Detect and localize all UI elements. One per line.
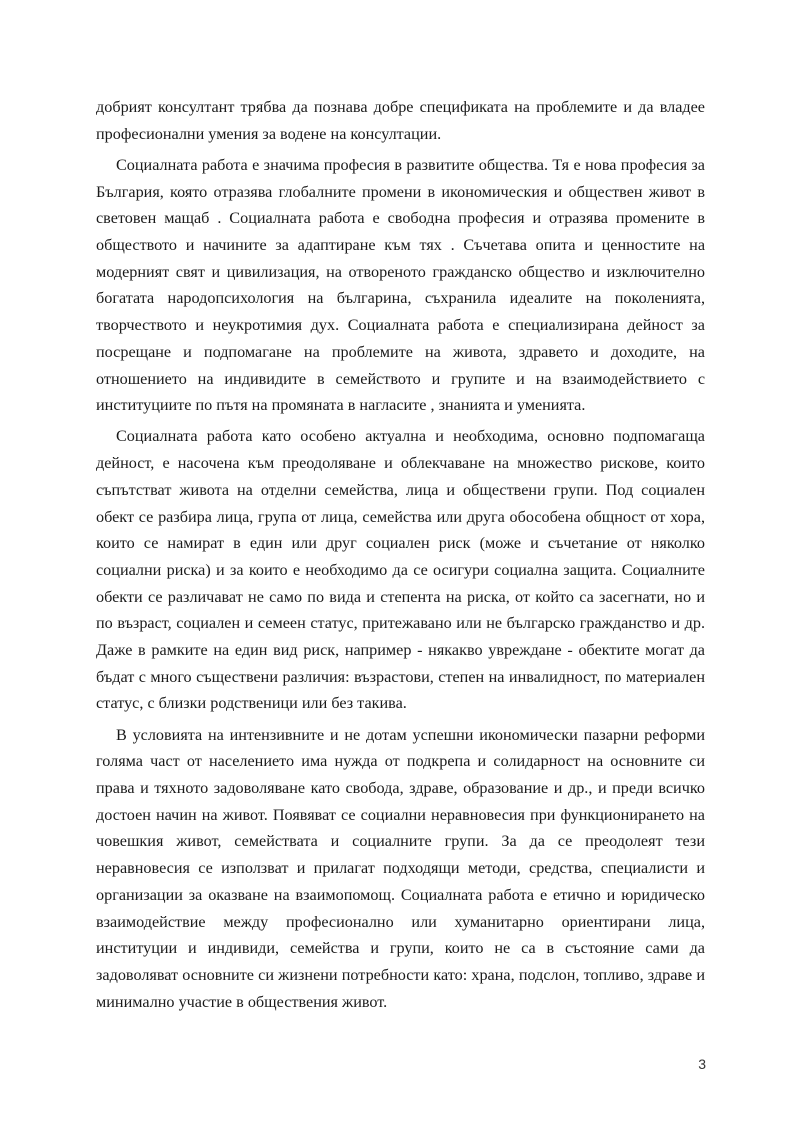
document-body [96, 94, 705, 1020]
paragraph-continuation: добрият консултант трябва да познава добре спецификата на проблемите и да владее професионални умения за водене на консултации. [96, 98, 705, 143]
page-number: 3 [698, 1056, 706, 1072]
paragraph-economic-reforms: В условията на интензивните и не дотам успешни икономически пазарни реформи голяма част от населението има нужда от подкрепа и солидарност на основните си права и тяхното задоволяване като свобода, здраве, образование и др., и преди всичко достоен начин на живот. Появяват се социални неравновесия при функционирането на човешкия живот, семействата и социалните групи. За да се преодолеят тези неравновесия се използват и прилагат подходящи методи, средства, специалисти и организации за оказване на взаимопомощ. Социалната работа е етично и юридическо взаимодействие между професионално или хуманитарно ориентирани лица, институции и индивиди, семейства и групи, които не са в състояние сами да задоволяват основните си жизнени потребности като: храна, подслон, топливо, здраве и минимално участие в обществения живот. [96, 725, 705, 1011]
paragraph-social-work-profession: Социалната работа е значима професия в развитите общества. Тя е нова професия за България, която отразява глобалните промени в икономическия и обществен живот в световен мащаб . Социалната работа е свободна професия и отразява промените в обществото и начините за адаптиране към тях . Съчетава опита и ценностите на модерният свят и цивилизация, на отвореното гражданско общество и изключително богатата народопсихология на българина, съхранила идеалите на поколенията, творчеството и неукротимия дух. Социалната работа е специализирана дейност за посрещане и подпомагане на проблемите на живота, здравето и доходите, на отношението на индивидите в семейството и групите и на взаимодействието с институциите по пътя на промяната в нагласите , знанията и уменията. [96, 155, 705, 415]
paragraph-social-risks: Социалната работа като особено актуална и необходима, основно подпомагаща дейност, е насочена към преодоляване и облекчаване на множество рискове, които съпътстват живота на отделни семейства, лица и обществени групи. Под социален обект се разбира лица, група от лица, семейства или друга обособена общност от хора, които се намират в един или друг социален риск (може и съчетание от няколко социални риска) и за които е необходимо да се осигури социална защита. Социалните обекти се различават не само по вида и степента на риска, от който са засегнати, но и по възраст, социален и семеен статус, притежавано или не българско гражданство и др. Даже в рамките на един вид риск, например - някакво увреждане - обектите могат да бъдат с много съществени различия: възрастови, степен на инвалидност, по материален статус, с близки родственици или без такива. [96, 427, 705, 713]
